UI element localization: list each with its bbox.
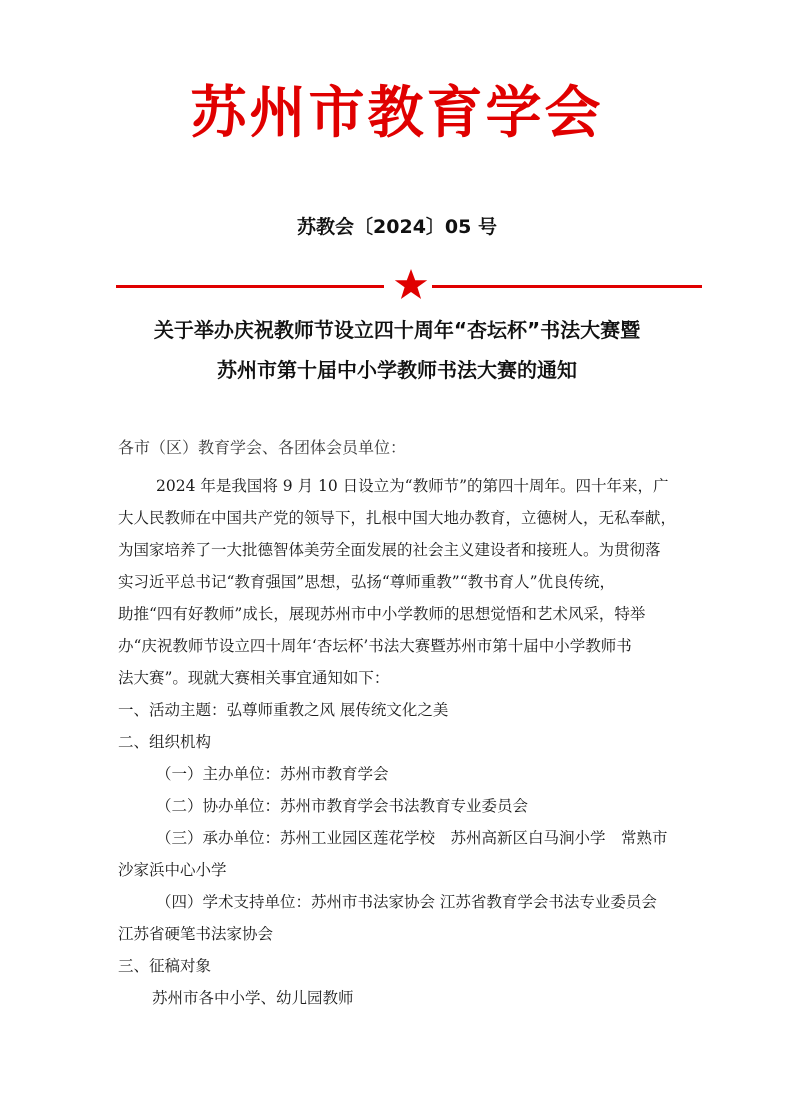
notice-title-line2: 苏州市第十届中小学教师书法大赛的通知 (217, 358, 577, 382)
paragraph-line: 大人民教师在中国共产党的领导下，扎根中国大地办教育，立德树人，无私奉献， (118, 509, 677, 527)
notice-title-line1: 关于举办庆祝教师节设立四十周年“杏坛杯”书法大赛暨 (153, 318, 641, 342)
org-item-organizer-cont: 沙家浜中心小学 (118, 861, 227, 879)
target-audience: 苏州市各中小学、幼儿园教师 (152, 989, 354, 1007)
org-item-co-host: （二）协办单位：苏州市教育学会书法教育专业委员会 (156, 797, 529, 815)
red-divider-right (432, 285, 702, 288)
paragraph-line: 助推“四有好教师”成长，展现苏州市中小学教师的思想觉悟和艺术风采，特举 (118, 605, 646, 623)
salutation: 各市（区）教育学会、各团体会员单位： (118, 438, 407, 457)
document-number: 苏教会〔2024〕05 号 (297, 216, 497, 238)
paragraph-line: 法大赛”。现就大赛相关事宜通知如下： (118, 669, 390, 687)
star-icon (394, 268, 428, 302)
paragraph-line: 实习近平总书记“教育强国”思想，弘扬“尊师重教”“教书育人”优良传统， (118, 573, 616, 591)
red-divider-left (116, 285, 384, 288)
org-item-academic-support-cont: 江苏省硬笔书法家协会 (118, 925, 274, 943)
org-item-academic-support: （四）学术支持单位：苏州市书法家协会 江苏省教育学会书法专业委员会 (156, 893, 657, 911)
org-item-host: （一）主办单位：苏州市教育学会 (156, 765, 389, 783)
org-item-organizer: （三）承办单位：苏州工业园区莲花学校 苏州高新区白马涧小学 常熟市 (156, 829, 668, 847)
section-heading-organization: 二、组织机构 (118, 733, 212, 751)
paragraph-line: 为国家培养了一大批德智体美劳全面发展的社会主义建设者和接班人。为贯彻落 (118, 541, 661, 559)
paragraph-line: 2024 年是我国将 9 月 10 日设立为“教师节”的第四十周年。四十年来，广 (156, 477, 669, 495)
section-heading-theme: 一、活动主题：弘尊师重教之风 展传统文化之美 (118, 701, 449, 719)
section-heading-target: 三、征稿对象 (118, 957, 212, 975)
paragraph-line: 办“庆祝教师节设立四十周年‘杏坛杯’书法大赛暨苏州市第十届中小学教师书 (118, 637, 632, 655)
org-name-heading: 苏州市教育学会 (190, 81, 604, 146)
